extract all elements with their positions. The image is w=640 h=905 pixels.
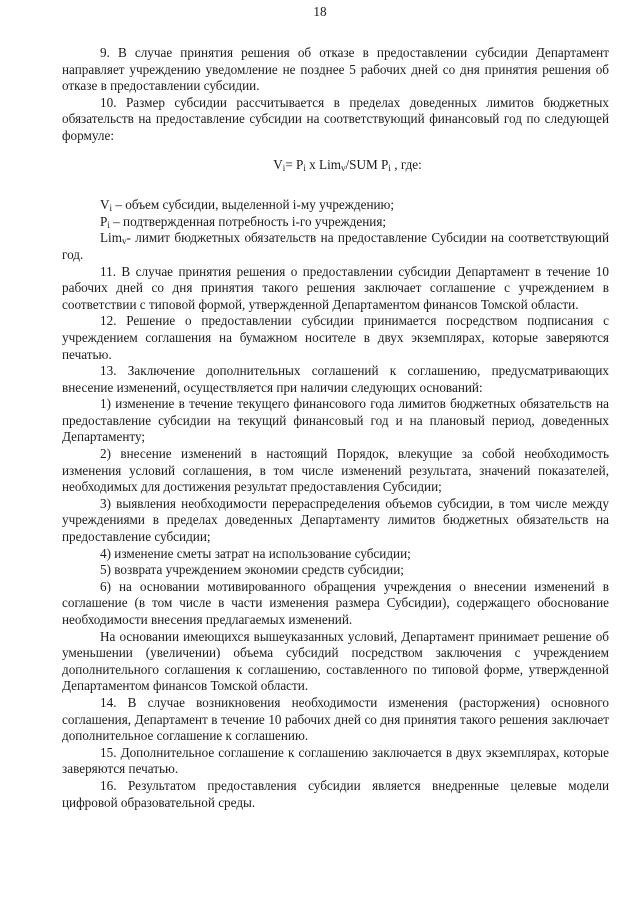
def-lim-sub: v <box>121 236 127 247</box>
formula-sum: /SUM P <box>345 156 389 172</box>
def-v-symbol: V <box>100 197 110 213</box>
def-p-text: – подтвержденная потребность i-го учреждения; <box>109 213 387 229</box>
formula-sum-sub: i <box>388 162 391 173</box>
paragraph-13-item-4: 4) изменение сметы затрат на использование субсидии; <box>100 545 411 561</box>
paragraph-13-item-6: 6) на основании мотивированного обращения учреждения о внесении изменений в соглашение (в том числе в части изменения размера Субсидии), содержащего обоснование необходимости внесения предлагаемых изменений. <box>62 578 609 627</box>
paragraph-9: 9. В случае принятия решения об отказе в предоставлении субсидии Департамент направляет учреждению уведомление не позднее 5 рабочих дней со дня принятия решения об отказе в предоставлении субсидии. <box>62 45 609 94</box>
paragraph-13-item-5: 5) возврата учреждением экономии средств субсидии; <box>100 562 404 578</box>
def-p-symbol: P <box>100 213 108 229</box>
paragraph-14: 14. В случае возникновения необходимости изменения (расторжения) основного соглашения, Департамент в течение 10 рабочих дней со дня принятия такого решения заключает дополнительное соглашение к соглашению. <box>62 694 609 744</box>
document-body <box>62 45 609 811</box>
paragraph-16: 16. Результатом предоставления субсидии является внедренные целевые модели цифровой образовательной среды. <box>62 777 609 810</box>
paragraph-13-item-3: 3) выявления необходимости перераспределения объемов субсидии, в том числе между учреждениями в пределах доведенных Департаменту лимитов бюджетных обязательств на предоставление субсидии; <box>62 495 609 545</box>
formula-times: x Lim <box>305 156 342 172</box>
paragraph-15: 15. Дополнительное соглашение к соглашению заключается в двух экземплярах, которые заверяются печатью. <box>62 744 609 777</box>
paragraph-13-item-2: 2) внесение изменений в настоящий Порядок, влекущие за собой необходимость изменения условий соглашения, в том числе изменений результата, значений показателей, необходимых для достижения результат предоставления Субсидии; <box>62 446 609 495</box>
paragraph-11: 11. В случае принятия решения о предоставлении субсидии Департамент в течение 10 рабочих дней со дня принятия такого решения заключает соглашение с учреждением в соответствии с типовой формой, утвержденной Департаментом финансов Томской области. <box>62 263 609 312</box>
def-v-sub: i <box>109 203 113 214</box>
formula-lim-sub: v <box>341 162 346 173</box>
def-lim-symbol: Lim <box>100 230 122 246</box>
page-number: 18 <box>313 4 327 19</box>
definition-v <box>62 197 609 214</box>
spacer <box>62 185 609 197</box>
paragraph-13-tail: На основании имеющихся вышеуказанных условий, Департамент принимает решение об уменьшении (увеличении) объема субсидий посредством заключения с учреждением дополнительного соглашения к соглашению, составленного по типовой форме, утвержденной Департаментом финансов Томской области. <box>62 628 609 694</box>
formula-p-sub: i <box>303 162 306 173</box>
def-p-sub: i <box>107 219 110 230</box>
paragraph-12: 12. Решение о предоставлении субсидии принимается посредством подписания с учреждением соглашения на бумажном носителе в двух экземплярах, которые заверяются печатью. <box>62 313 609 362</box>
definition-lim <box>62 230 609 263</box>
formula-eq: = P <box>285 156 304 172</box>
paragraph-10: 10. Размер субсидии рассчитывается в пределах доведенных лимитов бюджетных обязательств на предоставление субсидии на соответствующий финансовый год по следующей формуле: <box>62 94 609 143</box>
def-lim-text: - лимит бюджетных обязательств на предоставление Субсидии на соответствующий год. <box>62 230 609 262</box>
formula-tail: , где: <box>390 156 422 172</box>
formula-v: V <box>273 156 283 172</box>
subsidy-formula <box>62 157 609 174</box>
def-v-text: – объем субсидии, выделенной i-му учреждению; <box>112 197 395 213</box>
definition-p <box>62 214 609 231</box>
formula-v-sub: i <box>282 162 286 173</box>
paragraph-13: 13. Заключение дополнительных соглашений к соглашению, предусматривающих внесение изменений, осуществляется при наличии следующих оснований: <box>62 363 609 395</box>
paragraph-13-item-1: 1) изменение в течение текущего финансового года лимитов бюджетных обязательств на предоставление субсидии на текущий финансовый год и на плановый период, доведенных Департаменту; <box>62 396 609 445</box>
